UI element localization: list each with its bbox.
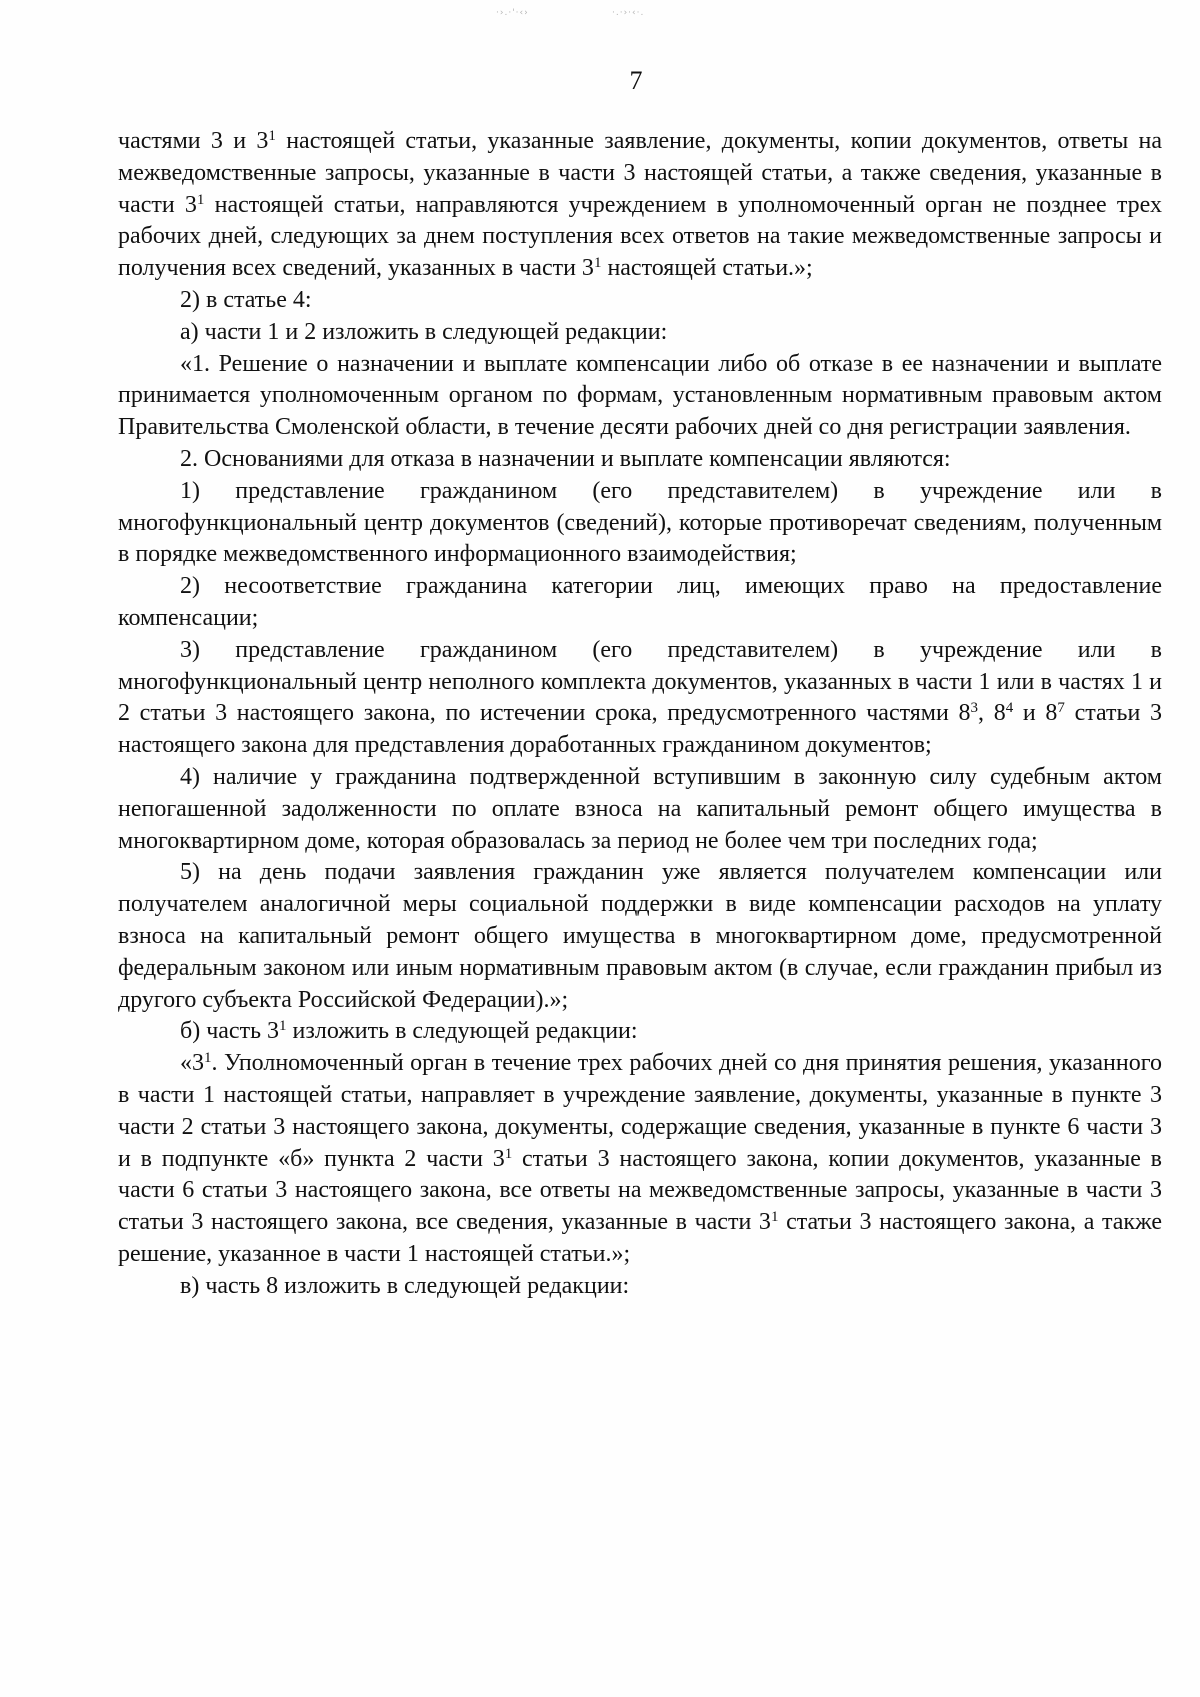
text-run: б) часть 3: [180, 1018, 280, 1045]
paragraph: [118, 317, 1162, 349]
superscript: 1: [196, 191, 205, 208]
paragraph: [118, 126, 1162, 285]
text-run: частями 3 и 3: [118, 128, 269, 154]
paragraph: [118, 349, 1162, 444]
text-run: в) часть 8 изложить в следующей редакции:: [180, 1272, 630, 1299]
superscript: 1: [593, 254, 602, 271]
superscript: 1: [204, 1049, 212, 1066]
document-body: [118, 126, 1162, 1302]
paragraph: [118, 635, 1162, 762]
text-run: . Уполномоченный орган в течение трех рабочих дней со дня принятия решения, указанного в части 1 настоящей статьи, направляет в учреждение заявление, документы, указанные в пункте 3 части 2 статьи 3 настоящего закона, документы, содержащие сведения, указанные в пункте 6 части 3 и в подпункте «б» пункта 2 части 3: [118, 1050, 1162, 1172]
paragraph: [118, 571, 1162, 635]
paragraph: [118, 444, 1162, 476]
scan-artifact: ·›.·'·‹›: [496, 8, 529, 18]
text-run: , 8: [978, 700, 1006, 727]
paragraph: [118, 1016, 1162, 1048]
text-run: статьи 3 настоящего закона для представления доработанных гражданином документов;: [118, 700, 1163, 759]
text-run: 5) на день подачи заявления гражданин уже является получателем компенсации или получателем аналогичной меры социальной поддержки в виде компенсации расходов на уплату взноса на капитальный ремонт общего имущества в многоквартирном доме, предусмотренной федеральным законом или иным нормативным правовым актом (в случае, если гражданин прибыл из другого субъекта Российской Федерации).»;: [118, 859, 1162, 1013]
text-run: 2. Основаниями для отказа в назначении и выплате компенсации являются:: [180, 445, 951, 472]
scan-artifact: ·.·›·‹·.: [612, 8, 645, 18]
superscript: 7: [1057, 700, 1065, 717]
paragraph: [118, 857, 1162, 1016]
text-run: настоящей статьи.»;: [601, 255, 813, 282]
text-run: 3) представление гражданином (его представителем) в учреждение или в многофункциональный центр неполного комплекта документов, указанных в части 1 или в частях 1 и 2 статьи 3 настоящего закона, по истечении срока, предусмотренного частями 8: [118, 636, 1162, 727]
text-run: «3: [180, 1050, 204, 1077]
text-run: 2) в статье 4:: [180, 286, 312, 313]
superscript: 3: [970, 700, 979, 717]
superscript: 1: [504, 1145, 513, 1162]
paragraph: [118, 285, 1162, 317]
text-run: и 8: [1013, 700, 1058, 727]
paragraph: [118, 1048, 1162, 1271]
text-run: изложить в следующей редакции:: [286, 1018, 638, 1045]
text-run: статьи 3 настоящего закона, копии документов, указанные в части 6 статьи 3 настоящего закона, все ответы на межведомственные запросы, указанные в части 3 статьи 3 настоящего закона, все сведения, указанные в части 3: [118, 1145, 1162, 1236]
text-run: «1. Решение о назначении и выплате компенсации либо об отказе в ее назначении и выплате принимается уполномоченным органом по формам, установленным нормативным правовым актом Правительства Смоленской области, в течение десяти рабочих дней со дня регистрации заявления.: [118, 350, 1162, 441]
text-run: статьи 3 настоящего закона, а также решение, указанное в части 1 настоящей статьи.»;: [118, 1209, 1162, 1267]
text-run: 2) несоответствие гражданина категории лиц, имеющих право на предоставление компенсации;: [118, 573, 1162, 631]
text-run: 1) представление гражданином (его представителем) в учреждение или в многофункциональный центр документов (сведений), которые противоречат сведениям, полученным в порядке межведомственного информационного взаимодействия;: [118, 477, 1162, 568]
text-run: настоящей статьи, указанные заявление, документы, копии документов, ответы на межведомственные запросы, указанные в части 3 настоящей статьи, а также сведения, указанные в части 3: [118, 128, 1162, 218]
text-run: настоящей статьи, направляются учреждением в уполномоченный орган не позднее трех рабочих дней, следующих за днем поступления всех ответов на такие межведомственные запросы и получения всех сведений, указанных в части 3: [118, 191, 1162, 282]
superscript: 1: [279, 1018, 287, 1035]
text-run: 4) наличие у гражданина подтвержденной вступившим в законную силу судебным актом непогашенной задолженности по оплате взноса на капитальный ремонт общего имущества в многоквартирном доме, которая образовалась за период не более чем три последних года;: [118, 763, 1162, 854]
superscript: 4: [1005, 700, 1014, 717]
superscript: 1: [770, 1208, 779, 1225]
page-number: 7: [629, 66, 643, 95]
paragraph: [118, 476, 1162, 571]
superscript: 1: [268, 127, 276, 144]
paragraph: [118, 1271, 1162, 1303]
text-run: а) части 1 и 2 изложить в следующей редакции:: [180, 318, 668, 345]
paragraph: [118, 762, 1162, 857]
